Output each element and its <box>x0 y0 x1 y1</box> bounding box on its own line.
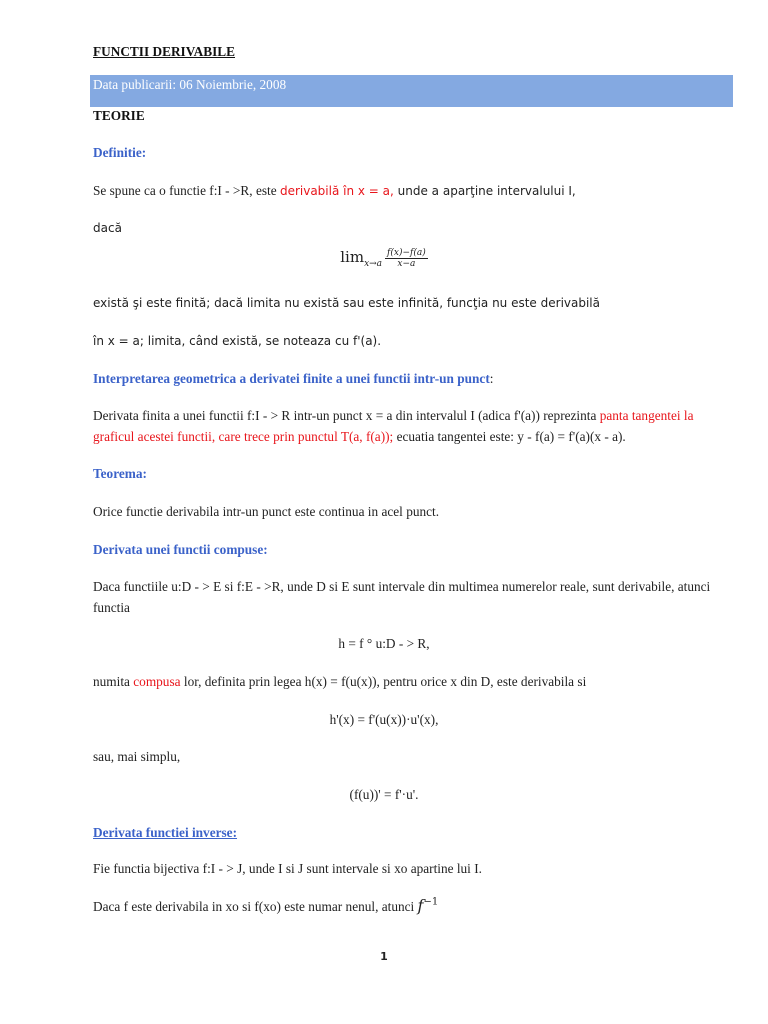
heading-teorema: Teorema: <box>93 466 147 481</box>
compusa-highlight: compusa <box>133 674 181 689</box>
inverse-paragraph-1: Fie functia bijectiva f:I - > J, unde I si J sunt intervale si xo apartine lui I. <box>93 861 482 876</box>
compuse-paragraph-2: numita compusa lor, definita prin legea h(x) = f(u(x)), pentru orice x din D, este derivabila si <box>93 674 587 689</box>
publication-date: Data publicarii: 06 Noiembrie, 2008 <box>93 77 287 92</box>
limit-operator: $\lim_{x\to a}$ <box>340 248 383 269</box>
compuse-equation-3: (f(u))' = f'·u'. <box>349 787 419 802</box>
compuse-equation-2: h'(x) = f'(u(x))·u'(x), <box>329 712 439 727</box>
interpretation-highlight: panta tangentei la graficul acestei functii, care trece prin punctul T(a, f(a)); <box>93 408 694 444</box>
publication-date-band <box>90 75 733 107</box>
limit-denominator: x−a <box>397 259 416 269</box>
heading-inverse: Derivata functiei inverse: <box>93 825 238 840</box>
limit-formula <box>0 248 768 269</box>
section-teorie: TEORIE <box>93 108 145 123</box>
f-inverse-symbol: $f^{-1}$ <box>417 896 439 915</box>
heading-interpretare: Interpretarea geometrica a derivatei finite a unei functii intr-un punct: <box>93 371 494 386</box>
compuse-paragraph-1: Daca functiile u:D - > E si f:E - >R, unde D si E sunt intervale din multimea numerelor reale, sunt derivabile, atunci functia <box>93 579 711 615</box>
limit-fraction <box>385 248 428 269</box>
definition-paragraph-3: în x = a; limita, când există, se noteaza cu f'(a). <box>93 334 382 348</box>
inverse-paragraph-2: Daca f este derivabila in xo si f(xo) este numar nenul, atunci $f^{-1}$ <box>93 896 439 915</box>
definition-paragraph-1 <box>93 183 576 199</box>
def-text-highlight: derivabilă în x = a, <box>279 184 394 198</box>
definition-paragraph-2: există şi este finită; dacă limita nu există sau este infinită, funcţia nu este derivabilă <box>93 296 600 310</box>
def-text-b: unde a aparţine intervalului I, <box>393 184 576 198</box>
def-text-a: Se spune ca o functie f:I - >R, este <box>93 183 280 198</box>
limit-numerator: f(x)−f(a) <box>387 248 426 258</box>
document-title: FUNCTII DERIVABILE <box>93 44 235 59</box>
compuse-paragraph-3: sau, mai simplu, <box>93 749 181 764</box>
heading-compuse: Derivata unei functii compuse: <box>93 542 268 557</box>
heading-definitie: Definitie: <box>93 145 147 160</box>
definition-daca: dacă <box>93 221 122 235</box>
page-number: 1 <box>380 950 388 963</box>
compuse-equation-1: h = f ° u:D - > R, <box>338 636 430 651</box>
teorema-text: Orice functie derivabila intr-un punct este continua in acel punct. <box>93 504 440 519</box>
interpretation-paragraph: Derivata finita a unei functii f:I - > R intr-un punct x = a din intervalul I (adica f'(a)) reprezinta panta tangentei la graficul acestei functii, care trece prin punctul T(a, f(a)); ecuatia tangentei este: y - f(a) = f'(a)(x - a). <box>93 408 694 444</box>
